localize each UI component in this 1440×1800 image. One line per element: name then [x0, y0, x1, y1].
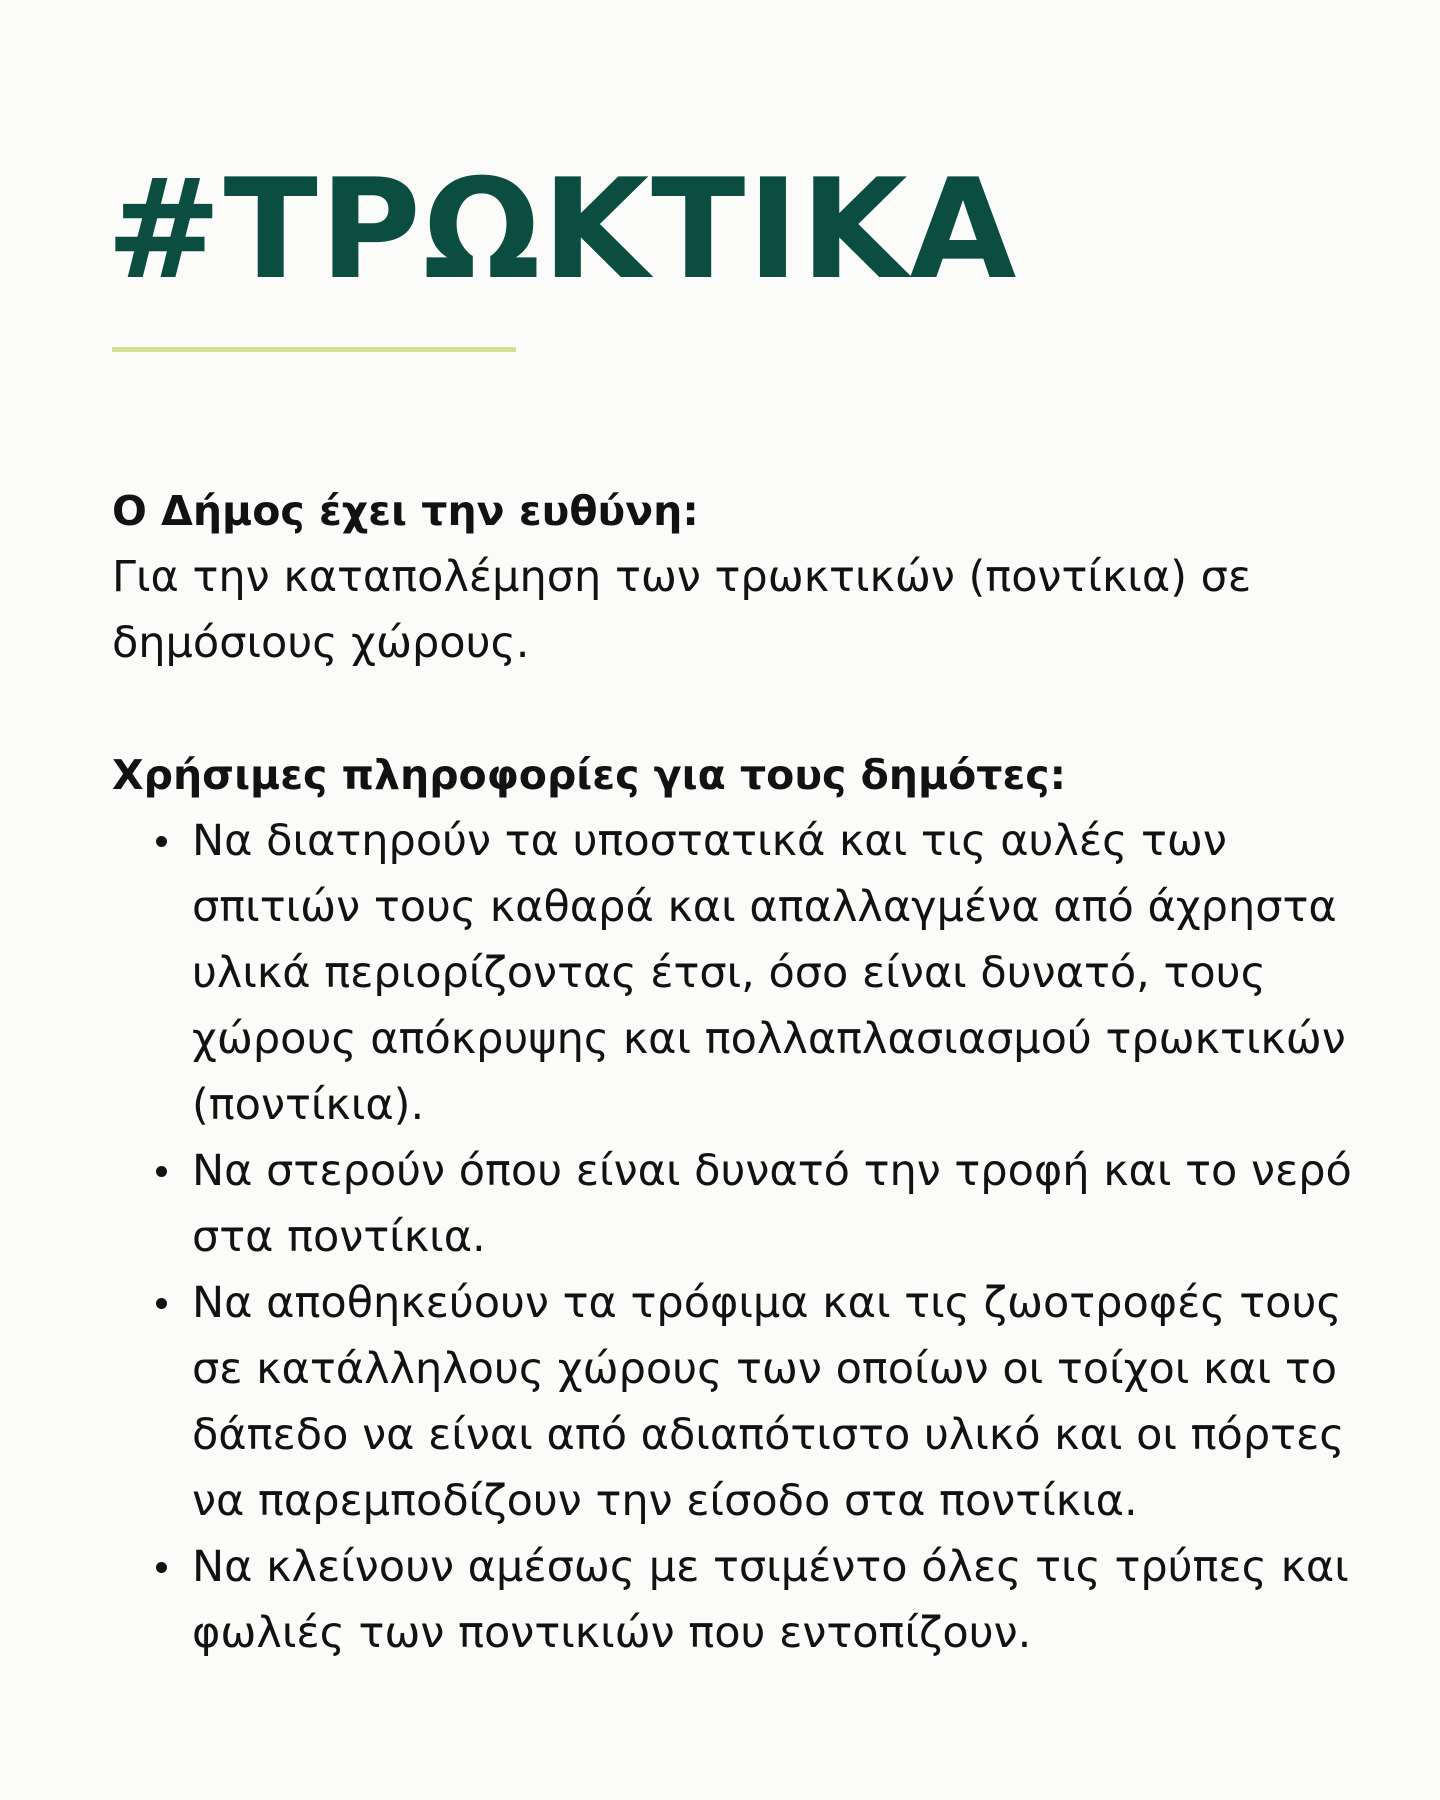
responsibility-text: Για την καταπολέμηση των τρωκτικών (ποντίκια) σε δημόσιους χώρους. [112, 552, 1252, 668]
list-item-text: Να διατηρούν τα υποστατικά και τις αυλές των σπιτιών τους καθαρά και απαλλαγμένα από άχρηστα υλικά περιορίζοντας έτσι, όσο είναι δυνατό, τους χώρους απόκρυψης και πολλαπλασιασμού τρωκτικών (ποντίκια). [192, 816, 1346, 1130]
info-heading: Χρήσιμες πληροφορίες για τους δημότες: [112, 751, 1066, 799]
responsibility-heading: Ο Δήμος έχει την ευθύνη: [112, 487, 699, 535]
list-item-text: Να κλείνουν αμέσως με τσιμέντο όλες τις τρύπες και φωλιές των ποντικιών που εντοπίζουν. [192, 1542, 1349, 1658]
page-title: #ΤΡΩΚΤΙΚΑ [106, 149, 1019, 310]
list-item [192, 1138, 1352, 1270]
content [112, 478, 1352, 1666]
list-item [192, 1270, 1352, 1534]
list-item [192, 1534, 1352, 1666]
list-item-text: Να αποθηκεύουν τα τρόφιμα και τις ζωοτροφές τους σε κατάλληλους χώρους των οποίων οι τοίχοι και το δάπεδο να είναι από αδιαπότιστο υλικό και οι πόρτες να παρεμποδίζουν την είσοδο στα ποντίκια. [192, 1278, 1345, 1526]
bullet-icon [156, 1562, 167, 1573]
bullet-icon [156, 1166, 167, 1177]
bullet-icon [156, 1298, 167, 1309]
section-spacer [112, 676, 1352, 742]
tips-list [112, 808, 1352, 1666]
bullet-icon [156, 836, 167, 847]
title-divider [112, 347, 516, 352]
list-item-text: Να στερούν όπου είναι δυνατό την τροφή και το νερό στα ποντίκια. [192, 1146, 1352, 1262]
list-item [192, 808, 1352, 1138]
